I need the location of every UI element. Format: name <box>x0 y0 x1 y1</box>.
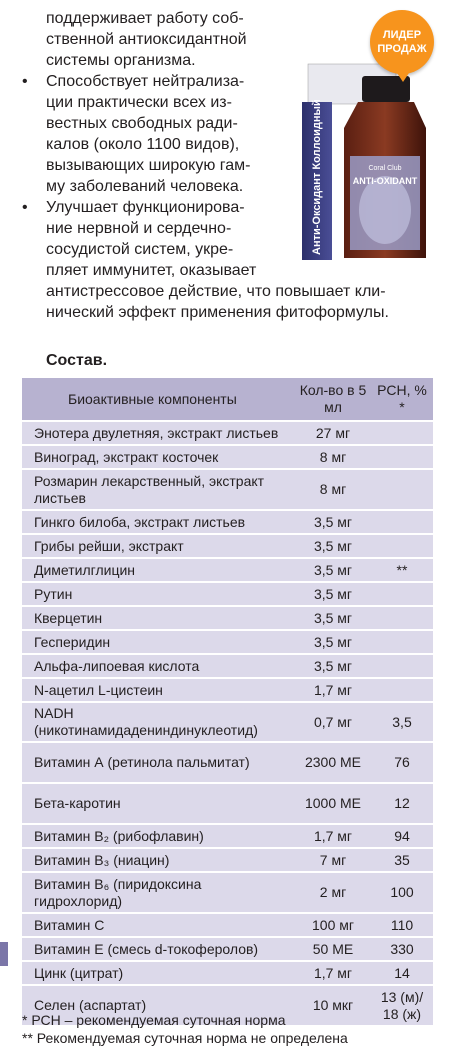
component-quantity: 1,7 мг <box>295 825 371 847</box>
component-name: Витамин В₂ (рибофлавин) <box>22 825 295 847</box>
component-rsn <box>371 446 433 468</box>
component-rsn <box>371 470 433 509</box>
table-row <box>22 938 433 960</box>
bullet-line: калов (около 1100 видов), <box>46 136 240 153</box>
table-row <box>22 446 433 468</box>
component-name: Бета-каротин <box>22 784 295 823</box>
table-row <box>22 631 433 653</box>
component-name: Селен (аспартат) <box>22 986 295 1025</box>
header-quantity: Кол-во в 5 мл <box>295 378 371 420</box>
component-quantity: 1000 МЕ <box>295 784 371 823</box>
bullet-line: Способствует нейтрализа- <box>46 73 245 90</box>
component-quantity: 8 мг <box>295 446 371 468</box>
component-quantity: 3,5 мг <box>295 583 371 605</box>
table-row <box>22 849 433 871</box>
footnotes <box>22 1011 348 1047</box>
component-rsn: 13 (м)/ 18 (ж) <box>371 986 433 1025</box>
table-header-row <box>22 378 433 420</box>
component-name: NADH (никотинамидадениндинуклеотид) <box>22 703 295 741</box>
component-quantity: 0,7 мг <box>295 703 371 741</box>
component-name: Альфа-липоевая кислота <box>22 655 295 677</box>
component-name: Рутин <box>22 583 295 605</box>
component-name: Витамин А (ретинола пальмитат) <box>22 743 295 782</box>
label-brand: Coral Club <box>368 165 402 172</box>
bullet-line: вестных свободных ради- <box>46 115 238 132</box>
bullet-line: ции практически всех из- <box>46 94 232 111</box>
component-quantity: 10 мкг <box>295 986 371 1025</box>
bullet-line: сосудистой систем, укре- <box>46 241 234 258</box>
component-quantity: 8 мг <box>295 470 371 509</box>
component-rsn: 12 <box>371 784 433 823</box>
composition-title: Состав. <box>46 352 108 369</box>
table-row <box>22 559 433 581</box>
composition-table <box>22 376 433 1027</box>
component-name: Розмарин лекарственный, экстракт листьев <box>22 470 295 509</box>
table-row <box>22 679 433 701</box>
component-name: Витамин В₃ (ниацин) <box>22 849 295 871</box>
component-quantity: 3,5 мг <box>295 535 371 557</box>
tail-line: нический эффект применения фитоформулы. <box>46 304 389 321</box>
component-rsn <box>371 655 433 677</box>
component-rsn <box>371 511 433 533</box>
component-quantity: 27 мг <box>295 422 371 444</box>
intro-tail <box>0 281 436 323</box>
bullet-item <box>0 71 286 197</box>
component-quantity: 2 мг <box>295 873 371 912</box>
product-box-text: Анти-Оксидант Коллоидный <box>311 99 323 255</box>
component-rsn: 330 <box>371 938 433 960</box>
bestseller-badge <box>370 10 434 74</box>
component-name: Цинк (цитрат) <box>22 962 295 984</box>
component-rsn <box>371 631 433 653</box>
label-name: ANTI-OXIDANT <box>352 176 418 186</box>
table-row <box>22 743 433 782</box>
table-row <box>22 470 433 509</box>
bullet-line: му заболеваний человека. <box>46 178 244 195</box>
component-rsn: 94 <box>371 825 433 847</box>
component-rsn: 100 <box>371 873 433 912</box>
table-row <box>22 962 433 984</box>
component-quantity: 1,7 мг <box>295 679 371 701</box>
component-rsn: ** <box>371 559 433 581</box>
component-rsn <box>371 535 433 557</box>
tail-line: антистрессовое действие, что повышает кли- <box>46 283 386 300</box>
header-rsn: РСН, % * <box>371 378 433 420</box>
bullet-line: Улучшает функционирова- <box>46 199 245 216</box>
component-name: Виноград, экстракт косточек <box>22 446 295 468</box>
intro-line: поддерживает работу соб- <box>46 10 244 27</box>
intro-line: ственной антиоксидантной <box>46 31 247 48</box>
component-rsn <box>371 607 433 629</box>
label-art <box>359 176 411 244</box>
component-rsn <box>371 583 433 605</box>
table-row <box>22 607 433 629</box>
badge-pointer-icon <box>395 70 411 82</box>
component-quantity: 2300 МЕ <box>295 743 371 782</box>
bullet-dot-icon: • <box>22 73 28 90</box>
component-name: Грибы рейши, экстракт <box>22 535 295 557</box>
component-quantity: 50 МЕ <box>295 938 371 960</box>
table-row <box>22 422 433 444</box>
component-name: N-ацетил L-цистеин <box>22 679 295 701</box>
table-row <box>22 825 433 847</box>
component-quantity: 7 мг <box>295 849 371 871</box>
table-row <box>22 535 433 557</box>
badge-label: ЛИДЕР ПРОДАЖ <box>377 29 427 55</box>
bullet-item <box>0 197 286 281</box>
component-name: Витамин Е (смесь d-токоферолов) <box>22 938 295 960</box>
footnote: ** Рекомендуемая суточная норма не определена <box>22 1030 348 1046</box>
table-row <box>22 703 433 741</box>
component-quantity: 3,5 мг <box>295 631 371 653</box>
component-name: Энотера двулетняя, экстракт листьев <box>22 422 295 444</box>
component-name: Диметилглицин <box>22 559 295 581</box>
component-rsn: 110 <box>371 914 433 936</box>
component-name: Гесперидин <box>22 631 295 653</box>
component-rsn: 3,5 <box>371 703 433 741</box>
footnote: * РСН – рекомендуемая суточная норма <box>22 1012 286 1028</box>
component-rsn <box>371 679 433 701</box>
intro-paragraph <box>0 8 286 71</box>
component-name: Витамин С <box>22 914 295 936</box>
table-row <box>22 914 433 936</box>
component-quantity: 100 мг <box>295 914 371 936</box>
header-components: Биоактивные компоненты <box>22 378 295 420</box>
component-quantity: 3,5 мг <box>295 655 371 677</box>
component-quantity: 3,5 мг <box>295 559 371 581</box>
page-edge-marker <box>0 942 8 966</box>
table-row <box>22 511 433 533</box>
component-name: Кверцетин <box>22 607 295 629</box>
component-name: Гинкго билоба, экстракт листьев <box>22 511 295 533</box>
component-rsn: 76 <box>371 743 433 782</box>
table-row <box>22 784 433 823</box>
table-row <box>22 583 433 605</box>
component-rsn: 14 <box>371 962 433 984</box>
bullet-dot-icon: • <box>22 199 28 216</box>
bullet-line: пляет иммунитет, оказывает <box>46 262 257 279</box>
component-quantity: 3,5 мг <box>295 511 371 533</box>
intro-line: системы организма. <box>46 52 196 69</box>
bullet-line: вызывающих широкую гам- <box>46 157 251 174</box>
component-quantity: 1,7 мг <box>295 962 371 984</box>
component-rsn: 35 <box>371 849 433 871</box>
product-image <box>298 10 440 262</box>
component-rsn <box>371 422 433 444</box>
table-row <box>22 655 433 677</box>
table-row <box>22 873 433 912</box>
bullet-line: ние нервной и сердечно- <box>46 220 232 237</box>
component-quantity: 3,5 мг <box>295 607 371 629</box>
component-name: Витамин В₆ (пиридоксина гидрохлорид) <box>22 873 295 912</box>
